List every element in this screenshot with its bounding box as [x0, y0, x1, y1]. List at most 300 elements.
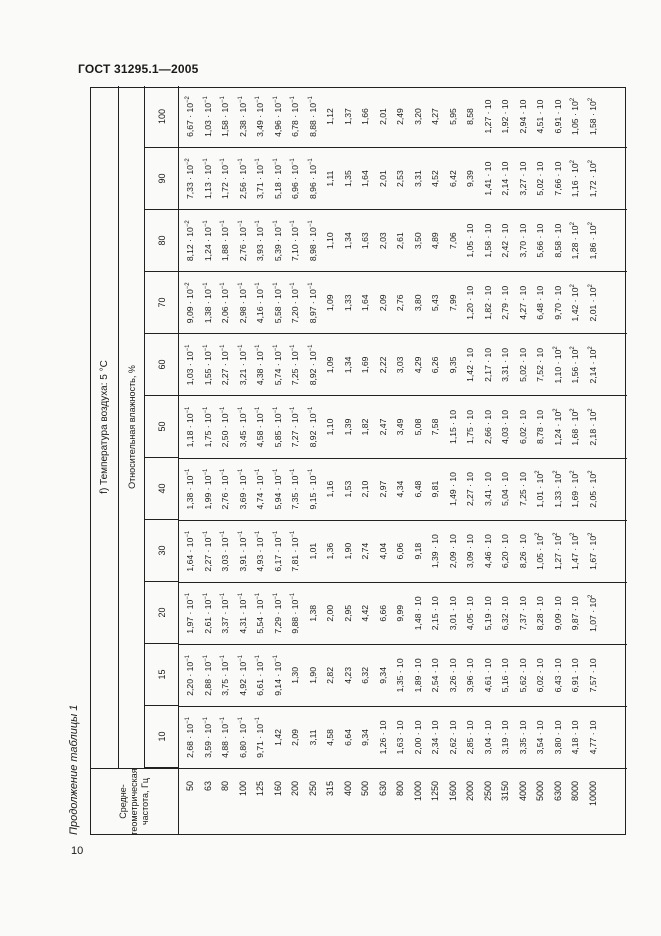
attenuation-cell: $3,91 \cdot 10^{-1}$ — [237, 530, 248, 572]
exponent: −1 — [220, 530, 226, 538]
humidity-column-header: 20 — [145, 582, 178, 644]
attenuation-cell: 3,20 — [412, 108, 423, 125]
attenuation-cell: $6,78 \cdot 10^{-1}$ — [290, 96, 300, 137]
exponent: −1 — [290, 158, 296, 166]
attenuation-cell: 1,34 — [342, 232, 353, 250]
attenuation-cell: 8,26 · 10 — [517, 534, 528, 569]
attenuation-cell: 1,92 · 10 — [500, 99, 510, 134]
exponent: −2 — [185, 220, 191, 228]
attenuation-cell: $1,07 \cdot 10^2$ — [587, 594, 598, 632]
frequency-cell: 315 — [325, 781, 335, 797]
attenuation-cell: $1,67 \cdot 10^2$ — [587, 532, 598, 570]
attenuation-cell: $1,10 \cdot 10^2$ — [552, 346, 563, 384]
attenuation-cell: $4,58 \cdot 10^{-1}$ — [255, 406, 265, 448]
attenuation-cell: $5,18 \cdot 10^{-1}$ — [272, 158, 283, 199]
attenuation-cell: $2,98 \cdot 10^{-1}$ — [237, 282, 248, 324]
attenuation-cell: 1,15 · 10 — [447, 410, 458, 444]
exponent: −1 — [220, 158, 226, 166]
attenuation-cell: $1,75 \cdot 10^{-1}$ — [202, 406, 213, 448]
attenuation-cell: $4,96 \cdot 10^{-1}$ — [272, 96, 283, 137]
humidity-column-header: 70 — [145, 272, 178, 334]
attenuation-cell: 2,82 — [325, 667, 335, 684]
attenuation-cell: 2,22 — [377, 356, 388, 374]
exponent: −1 — [307, 468, 314, 476]
attenuation-cell: $1,55 \cdot 10^{-1}$ — [202, 344, 213, 386]
attenuation-cell: 3,70 · 10 — [517, 223, 528, 258]
attenuation-cell: $1,05 \cdot 10^2$ — [570, 97, 580, 136]
attenuation-cell: 3,31 — [412, 170, 423, 187]
exponent: −1 — [185, 406, 191, 414]
attenuation-cell: 9,70 · 10 — [552, 285, 563, 320]
attenuation-cell: $8,98 \cdot 10^{-1}$ — [307, 220, 318, 262]
attenuation-cell: 7,06 — [447, 232, 458, 250]
attenuation-cell: 4,29 — [412, 356, 423, 374]
exponent: −1 — [185, 468, 191, 476]
attenuation-cell: 4,42 — [360, 604, 370, 622]
attenuation-cell: $9,88 \cdot 10^{-1}$ — [290, 592, 300, 634]
frequency-cell: 4000 — [517, 781, 528, 802]
attenuation-cell: 7,66 · 10 — [552, 161, 563, 196]
attenuation-cell: $2,14 \cdot 10^2$ — [587, 346, 598, 384]
attenuation-cell: 1,90 — [307, 667, 318, 684]
exponent: −1 — [255, 220, 261, 228]
attenuation-cell: 2,03 — [377, 232, 388, 250]
exponent: −1 — [202, 220, 209, 228]
attenuation-cell: 9,34 — [377, 667, 388, 684]
exponent: −1 — [185, 344, 191, 352]
exponent: 2 — [570, 532, 576, 536]
attenuation-cell: 2,62 · 10 — [447, 720, 458, 755]
attenuation-cell: $2,50 \cdot 10^{-1}$ — [220, 406, 230, 448]
attenuation-cell: 9,81 — [430, 480, 440, 498]
humidity-column-header: 90 — [145, 148, 178, 210]
attenuation-cell: $5,85 \cdot 10^{-1}$ — [272, 406, 283, 448]
humidity-data-column — [179, 272, 627, 334]
frequency-cell: 100 — [237, 781, 248, 797]
attenuation-cell: $5,58 \cdot 10^{-1}$ — [272, 282, 283, 324]
exponent: 2 — [552, 532, 559, 536]
exponent: 2 — [570, 97, 576, 102]
attenuation-cell: 2,00 · 10 — [412, 720, 423, 755]
exponent: −1 — [255, 158, 261, 166]
attenuation-cell: $3,49 \cdot 10^{-1}$ — [255, 96, 265, 137]
attenuation-cell: $1,24 \cdot 10^2$ — [552, 408, 563, 446]
attenuation-cell: 3,11 — [307, 729, 318, 746]
exponent: −1 — [272, 282, 279, 290]
exponent: −1 — [290, 468, 296, 476]
attenuation-cell: 6,06 — [395, 542, 405, 560]
attenuation-cell: 3,35 · 10 — [517, 720, 528, 755]
frequency-cell: 400 — [342, 781, 353, 797]
attenuation-cell: 1,64 — [360, 170, 370, 187]
attenuation-cell: 1,42 · 10 — [465, 347, 475, 382]
exponent: −1 — [237, 344, 244, 352]
attenuation-cell: $7,10 \cdot 10^{-1}$ — [290, 220, 300, 262]
exponent: −1 — [272, 406, 279, 414]
attenuation-cell: 6,02 · 10 — [517, 410, 528, 444]
frequency-cell: 5000 — [535, 781, 545, 802]
exponent: −1 — [255, 717, 261, 724]
attenuation-cell: 2,53 — [395, 170, 405, 187]
exponent: −1 — [290, 406, 296, 414]
attenuation-cell: $6,17 \cdot 10^{-1}$ — [272, 530, 283, 572]
attenuation-cell: $8,97 \cdot 10^{-1}$ — [307, 282, 318, 324]
attenuation-cell: $4,88 \cdot 10^{-1}$ — [220, 717, 230, 758]
exponent: 2 — [587, 408, 594, 412]
exponent: −2 — [185, 282, 191, 290]
attenuation-cell: 9,39 — [465, 170, 475, 187]
attenuation-cell: 3,03 — [395, 356, 405, 374]
exponent: −1 — [255, 468, 261, 476]
attenuation-cell: 5,02 · 10 — [535, 161, 545, 196]
attenuation-cell: 4,51 · 10 — [535, 99, 545, 134]
exponent: −1 — [220, 654, 226, 662]
frequency-cell: 1000 — [412, 781, 423, 802]
attenuation-cell: 6,32 · 10 — [500, 596, 510, 631]
attenuation-cell: $1,97 \cdot 10^{-1}$ — [185, 592, 195, 634]
attenuation-cell: $1,05 \cdot 10^2$ — [535, 532, 545, 570]
attenuation-cell: 2,00 — [325, 604, 335, 622]
exponent: 2 — [587, 594, 594, 598]
exponent: −1 — [237, 282, 244, 290]
attenuation-cell: 1,48 · 10 — [412, 596, 423, 631]
attenuation-cell: 9,09 · 10 — [552, 596, 563, 631]
attenuation-cell: $1,47 \cdot 10^2$ — [570, 532, 580, 570]
attenuation-cell: $1,01 \cdot 10^2$ — [535, 470, 545, 508]
attenuation-cell: 2,85 · 10 — [465, 720, 475, 755]
attenuation-cell: $1,16 \cdot 10^2$ — [570, 159, 580, 198]
frequency-cell: 2500 — [482, 781, 493, 802]
attenuation-cell: $6,96 \cdot 10^{-1}$ — [290, 158, 300, 199]
frequency-cell: 63 — [202, 781, 213, 792]
attenuation-cell: 4,27 — [430, 108, 440, 125]
exponent: −1 — [307, 158, 314, 166]
attenuation-cell: $1,28 \cdot 10^2$ — [570, 222, 580, 260]
attenuation-cell: 5,02 · 10 — [517, 347, 528, 382]
exponent: 2 — [552, 470, 559, 474]
table-body — [179, 86, 627, 768]
exponent: −1 — [255, 654, 261, 662]
attenuation-cell: 5,62 · 10 — [517, 658, 528, 693]
attenuation-cell: 6,48 — [412, 480, 423, 498]
attenuation-cell: 3,26 · 10 — [447, 658, 458, 693]
attenuation-cell: 2,61 — [395, 232, 405, 250]
attenuation-cell: $2,76 \cdot 10^{-1}$ — [237, 220, 248, 262]
attenuation-cell: 1,20 · 10 — [465, 285, 475, 320]
attenuation-cell: $1,42 \cdot 10^2$ — [570, 284, 580, 322]
page-number: 10 — [71, 845, 84, 857]
exponent: 2 — [552, 346, 559, 350]
exponent: −1 — [220, 344, 226, 352]
attenuation-cell: 6,32 — [360, 667, 370, 684]
attenuation-cell: $2,56 \cdot 10^{-1}$ — [237, 158, 248, 199]
attenuation-cell: 1,01 — [307, 542, 318, 560]
attenuation-cell: 1,64 — [360, 294, 370, 312]
exponent: 2 — [570, 346, 576, 350]
attenuation-cell: 6,02 · 10 — [535, 658, 545, 693]
frequency-header-line: частота, Гц — [140, 777, 151, 826]
attenuation-cell: 2,79 · 10 — [500, 285, 510, 320]
humidity-data-column — [179, 210, 627, 272]
exponent: −1 — [237, 717, 244, 724]
frequency-column — [179, 768, 627, 834]
exponent: −1 — [255, 592, 261, 600]
exponent: −1 — [237, 468, 244, 476]
humidity-data-column — [179, 459, 627, 521]
frequency-header-line: геометрическая — [128, 768, 139, 835]
table-caption: Продолжение таблицы 1 — [68, 704, 80, 835]
attenuation-cell: 3,49 — [395, 418, 405, 436]
exponent: −1 — [272, 654, 279, 662]
humidity-data-column — [179, 86, 627, 148]
exponent: −1 — [307, 406, 314, 414]
attenuation-cell: 1,53 — [342, 480, 353, 498]
humidity-title: Относительная влажность, % — [119, 86, 145, 768]
attenuation-cell: $1,27 \cdot 10^2$ — [552, 532, 563, 570]
attenuation-cell: $5,39 \cdot 10^{-1}$ — [272, 220, 283, 262]
attenuation-cell: 4,23 — [342, 667, 353, 684]
attenuation-cell: $1,58 \cdot 10^{-1}$ — [220, 96, 230, 137]
attenuation-cell: $4,93 \cdot 10^{-1}$ — [255, 530, 265, 572]
attenuation-cell: 8,58 — [465, 108, 475, 125]
exponent: −1 — [290, 530, 296, 538]
frequency-cell: 800 — [395, 781, 405, 797]
attenuation-cell: 1,37 — [342, 108, 353, 125]
humidity-column-header: 60 — [145, 334, 178, 396]
attenuation-cell: $8,96 \cdot 10^{-1}$ — [307, 158, 318, 199]
attenuation-cell: $1,24 \cdot 10^{-1}$ — [202, 220, 213, 262]
attenuation-cell: 1,42 — [272, 729, 283, 746]
attenuation-cell: 2,15 · 10 — [430, 596, 440, 631]
exponent: −1 — [220, 96, 226, 103]
attenuation-cell: $1,69 \cdot 10^2$ — [570, 470, 580, 508]
attenuation-cell: $8,12 \cdot 10^{-2}$ — [185, 220, 195, 262]
attenuation-cell: 2,10 — [360, 480, 370, 498]
attenuation-cell: 4,18 · 10 — [570, 720, 580, 755]
humidity-column-header: 30 — [145, 520, 178, 582]
attenuation-cell: $5,74 \cdot 10^{-1}$ — [272, 344, 283, 386]
attenuation-cell: $3,75 \cdot 10^{-1}$ — [220, 654, 230, 696]
frequency-cell: 1250 — [430, 781, 440, 802]
attenuation-cell: 7,25 · 10 — [517, 472, 528, 507]
humidity-column-header: 10 — [145, 706, 178, 768]
attenuation-cell: $3,21 \cdot 10^{-1}$ — [237, 344, 248, 386]
attenuation-cell: 4,05 · 10 — [465, 596, 475, 631]
frequency-cell: 8000 — [570, 781, 580, 802]
attenuation-cell: $2,06 \cdot 10^{-1}$ — [220, 282, 230, 324]
attenuation-cell: 4,77 · 10 — [587, 720, 598, 755]
attenuation-cell: $7,29 \cdot 10^{-1}$ — [272, 592, 283, 634]
attenuation-cell: $9,09 \cdot 10^{-2}$ — [185, 282, 195, 324]
exponent: 2 — [535, 470, 541, 474]
frequency-cell: 3150 — [500, 781, 510, 802]
exponent: −1 — [220, 592, 226, 600]
exponent: 2 — [570, 284, 576, 288]
exponent: −1 — [255, 530, 261, 538]
attenuation-cell: 4,46 · 10 — [482, 534, 493, 569]
attenuation-cell: 1,30 — [290, 667, 300, 684]
attenuation-cell: 1,35 — [342, 170, 353, 187]
exponent: −1 — [220, 282, 226, 290]
frequency-cell: 1600 — [447, 781, 458, 802]
frequency-cell: 2000 — [465, 781, 475, 802]
attenuation-cell: 4,34 — [395, 480, 405, 498]
exponent: −1 — [290, 282, 296, 290]
attenuation-cell: 1,35 · 10 — [395, 658, 405, 693]
attenuation-cell: 5,95 — [447, 108, 458, 125]
attenuation-cell: 4,04 — [377, 542, 388, 560]
attenuation-cell: 5,08 — [412, 418, 423, 436]
attenuation-cell: 7,57 · 10 — [587, 658, 598, 693]
humidity-data-column — [179, 148, 627, 210]
attenuation-cell: 2,17 · 10 — [482, 347, 493, 382]
attenuation-cell: 6,48 · 10 — [535, 285, 545, 320]
attenuation-cell: 1,63 — [360, 232, 370, 250]
attenuation-cell: $4,92 \cdot 10^{-1}$ — [237, 654, 248, 696]
exponent: −1 — [202, 158, 209, 166]
attenuation-cell: 1,12 — [325, 108, 335, 125]
attenuation-cell: $2,01 \cdot 10^2$ — [587, 284, 598, 322]
exponent: −1 — [307, 220, 314, 228]
humidity-column-header: 15 — [145, 644, 178, 706]
attenuation-cell: 1,58 · 10 — [482, 223, 493, 258]
attenuation-cell: 1,27 · 10 — [482, 99, 493, 134]
exponent: 2 — [587, 284, 594, 288]
attenuation-cell: 2,42 · 10 — [500, 223, 510, 258]
attenuation-cell: 1,41 · 10 — [482, 161, 493, 196]
humidity-data-column — [179, 396, 627, 458]
exponent: 2 — [535, 532, 541, 536]
attenuation-cell: 5,04 · 10 — [500, 472, 510, 507]
exponent: −1 — [202, 406, 209, 414]
attenuation-cell: 1,09 — [325, 294, 335, 312]
attenuation-cell: 1,10 — [325, 232, 335, 250]
attenuation-cell: 1,39 · 10 — [430, 534, 440, 569]
attenuation-cell: $2,05 \cdot 10^2$ — [587, 470, 598, 508]
attenuation-cell: 8,58 · 10 — [552, 223, 563, 258]
attenuation-cell: $1,86 \cdot 10^2$ — [587, 222, 598, 260]
attenuation-cell: 1,26 · 10 — [377, 720, 388, 755]
attenuation-cell: 8,28 · 10 — [535, 596, 545, 631]
attenuation-cell: $7,20 \cdot 10^{-1}$ — [290, 282, 300, 324]
attenuation-cell: $8,88 \cdot 10^{-1}$ — [307, 96, 318, 137]
document-header: ГОСТ 31295.1—2005 — [78, 62, 199, 76]
exponent: −1 — [255, 406, 261, 414]
attenuation-cell: 3,04 · 10 — [482, 720, 493, 755]
attenuation-cell: $2,20 \cdot 10^{-1}$ — [185, 654, 195, 696]
attenuation-cell: $1,99 \cdot 10^{-1}$ — [202, 468, 213, 510]
attenuation-cell: 6,43 · 10 — [552, 658, 563, 693]
exponent: −1 — [237, 530, 244, 538]
attenuation-cell: 7,99 — [447, 294, 458, 312]
attenuation-cell: 3,80 · 10 — [552, 720, 563, 755]
attenuation-cell: 2,09 · 10 — [447, 534, 458, 569]
attenuation-cell: $1,64 \cdot 10^{-1}$ — [185, 530, 195, 572]
exponent: 2 — [587, 222, 594, 226]
attenuation-cell: $4,16 \cdot 10^{-1}$ — [255, 282, 265, 324]
temperature-title: f) Температура воздуха: 5 °C — [91, 86, 119, 768]
exponent: −1 — [255, 282, 261, 290]
attenuation-cell: 2,94 · 10 — [517, 99, 528, 134]
attenuation-cell: $3,37 \cdot 10^{-1}$ — [220, 592, 230, 634]
exponent: −1 — [220, 717, 226, 724]
attenuation-cell: 1,16 — [325, 480, 335, 498]
humidity-header-row — [145, 86, 179, 768]
attenuation-cell: 3,54 · 10 — [535, 720, 545, 755]
exponent: −1 — [237, 592, 244, 600]
humidity-data-column — [179, 583, 627, 645]
attenuation-cell: $1,33 \cdot 10^2$ — [552, 470, 563, 508]
exponent: −1 — [237, 158, 244, 166]
attenuation-cell: 2,95 — [342, 604, 353, 622]
exponent: −1 — [185, 592, 191, 600]
attenuation-cell: 5,66 · 10 — [535, 223, 545, 258]
exponent: −1 — [185, 530, 191, 538]
attenuation-cell: $2,76 \cdot 10^{-1}$ — [220, 468, 230, 510]
attenuation-cell: 4,61 · 10 — [482, 658, 493, 693]
attenuation-cell: 1,82 — [360, 418, 370, 436]
humidity-column-header: 100 — [145, 86, 178, 148]
attenuation-cell: $9,15 \cdot 10^{-1}$ — [307, 468, 318, 510]
attenuation-cell: 3,09 · 10 — [465, 534, 475, 569]
attenuation-cell: 3,31 · 10 — [500, 347, 510, 382]
attenuation-cell: 2,74 — [360, 542, 370, 560]
attenuation-cell: $3,59 \cdot 10^{-1}$ — [202, 717, 213, 758]
exponent: 2 — [570, 470, 576, 474]
attenuation-cell: $2,38 \cdot 10^{-1}$ — [237, 96, 248, 137]
attenuation-cell: 3,50 — [412, 232, 423, 250]
attenuation-cell: 1,34 — [342, 356, 353, 374]
exponent: −1 — [272, 220, 279, 228]
attenuation-cell: 1,63 · 10 — [395, 720, 405, 755]
attenuation-cell: 2,14 · 10 — [500, 161, 510, 196]
frequency-cell: 125 — [255, 781, 265, 797]
exponent: −1 — [220, 220, 226, 228]
exponent: 2 — [587, 532, 594, 536]
attenuation-cell: 4,58 — [325, 729, 335, 746]
attenuation-cell: 6,20 · 10 — [500, 534, 510, 569]
attenuation-cell: $5,54 \cdot 10^{-1}$ — [255, 592, 265, 634]
attenuation-cell: 7,37 · 10 — [517, 596, 528, 631]
attenuation-cell: 1,11 — [325, 170, 335, 187]
frequency-cell: 160 — [272, 781, 283, 797]
exponent: 2 — [587, 346, 594, 350]
exponent: −1 — [202, 592, 209, 600]
attenuation-cell: $7,25 \cdot 10^{-1}$ — [290, 344, 300, 386]
attenuation-cell: 6,66 — [377, 604, 388, 622]
attenuation-cell: 9,18 — [412, 542, 423, 560]
exponent: −2 — [185, 96, 191, 103]
attenuation-cell: $2,61 \cdot 10^{-1}$ — [202, 592, 213, 634]
attenuation-cell: $1,03 \cdot 10^{-1}$ — [202, 96, 213, 137]
attenuation-cell: $5,94 \cdot 10^{-1}$ — [272, 468, 283, 510]
attenuation-cell: 1,69 — [360, 356, 370, 374]
humidity-column-header: 50 — [145, 396, 178, 458]
frequency-header-line: Средне- — [117, 784, 128, 819]
exponent: −1 — [202, 468, 209, 476]
frequency-cell: 500 — [360, 781, 370, 797]
rotated-table-block — [68, 75, 628, 835]
exponent: −1 — [307, 344, 314, 352]
exponent: −1 — [202, 96, 209, 103]
attenuation-cell: 6,64 — [342, 729, 353, 746]
attenuation-cell: $4,38 \cdot 10^{-1}$ — [255, 344, 265, 386]
exponent: 2 — [587, 470, 594, 474]
attenuation-cell: 1,09 — [325, 356, 335, 374]
attenuation-cell: 9,35 — [447, 356, 458, 374]
attenuation-cell: 1,36 — [325, 542, 335, 560]
attenuation-cell: $7,35 \cdot 10^{-1}$ — [290, 468, 300, 510]
